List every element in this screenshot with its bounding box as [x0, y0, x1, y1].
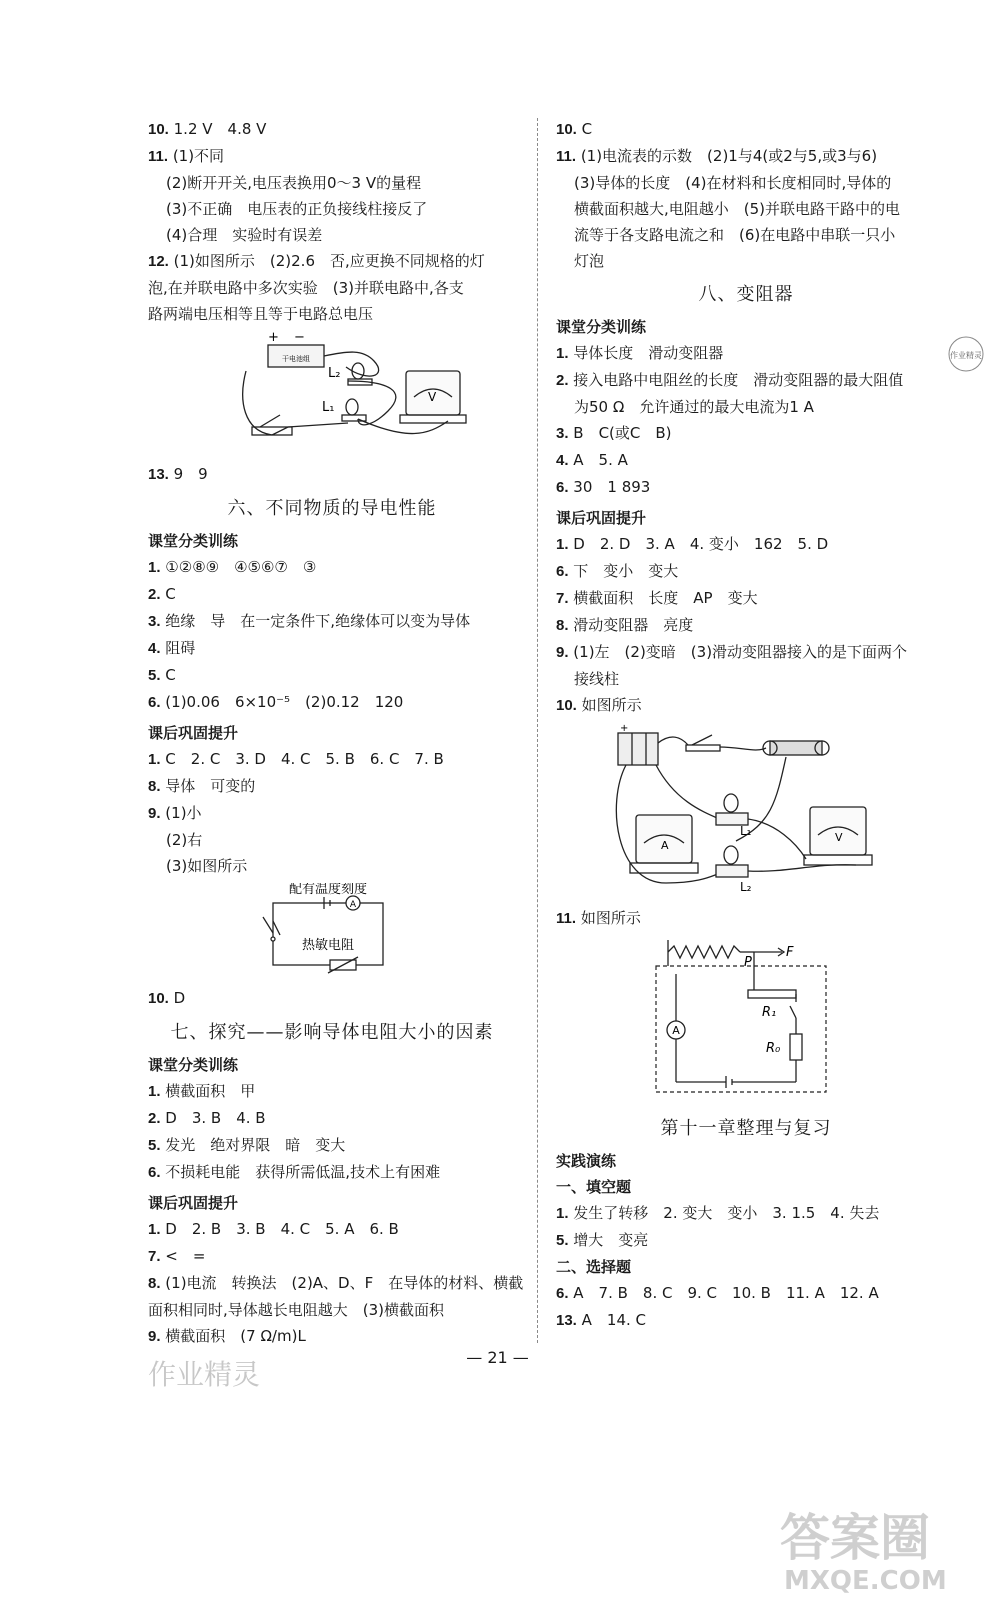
answer-text: (3)导体的长度 (4)在材料和长度相同时,导体的: [574, 174, 892, 192]
question-number: 5.: [148, 1137, 161, 1154]
answer-text: D: [173, 989, 186, 1007]
answer-text: (1)电流表的示数 (2)1与4(或2与5,或3与6): [580, 147, 878, 165]
section-6-title: 六、不同物质的导电性能: [227, 498, 437, 519]
fig9-resistor-label: 热敏电阻: [301, 938, 355, 953]
left-sec6-lines3: [148, 985, 516, 1012]
svg-text:作业精灵: 作业精灵: [148, 1358, 261, 1391]
fig11-r0-label: R₀: [766, 1041, 781, 1056]
question-number: 1.: [556, 536, 569, 553]
answer-text: A 5. A: [573, 451, 628, 469]
chapter-review-subtitle: 实践演练: [556, 1152, 617, 1170]
answer-line: [148, 301, 516, 327]
answer-text: A 14. C: [581, 1311, 646, 1329]
fig10-l1-label: L₁: [740, 824, 752, 838]
answer-text: 横截面积 长度 AP 变大: [573, 589, 758, 607]
answer-line: [556, 692, 936, 719]
question-number: 8.: [148, 778, 161, 795]
answer-text: 接线柱: [574, 670, 620, 688]
answer-line: [556, 367, 936, 394]
question-number: 4.: [556, 452, 569, 469]
question-number: 6.: [556, 479, 569, 496]
answer-text: 发生了转移 2. 变大 变小 3. 1.5 4. 失去: [573, 1204, 880, 1222]
left-sec6-lines1: [148, 554, 516, 716]
fig12-battery-label: 干电池组: [282, 355, 310, 363]
figure-9-circuit: [148, 883, 516, 975]
answer-text: 横截面积 甲: [165, 1082, 256, 1100]
question-number: 10.: [556, 121, 577, 138]
answer-text: (2)右: [166, 831, 203, 849]
answer-text: (4)合理 实验时有误差: [166, 226, 323, 244]
question-number: 11.: [556, 148, 577, 165]
answer-line: [556, 474, 936, 501]
question-number: 5.: [148, 667, 161, 684]
answer-line: [148, 853, 516, 879]
answer-line: [148, 196, 516, 222]
answer-text: ①②⑧⑨ ④⑤⑥⑦ ③: [165, 558, 317, 576]
answer-text: C: [581, 120, 593, 138]
answer-line: [556, 612, 936, 639]
answer-text: (3)如图所示: [166, 857, 248, 875]
answer-line: [148, 689, 516, 716]
answer-text: 横截面积越大,电阻越小 (5)并联电路干路中的电: [574, 200, 901, 218]
section-7-subtitle-2: 课后巩固提升: [148, 1194, 239, 1212]
answer-line: [148, 1159, 516, 1186]
answer-line: [556, 1280, 936, 1307]
answer-line: [556, 558, 936, 585]
answer-text: 如图所示: [581, 696, 642, 714]
question-number: 10.: [148, 990, 169, 1007]
answer-line: [148, 1132, 516, 1159]
answer-text: 接入电路中电阻丝的长度 滑动变阻器的最大阻值: [573, 371, 904, 389]
answer-line: [556, 905, 936, 932]
answer-line: [556, 531, 936, 558]
answer-text: (1)左 (2)变暗 (3)滑动变阻器接入的是下面两个: [573, 643, 908, 661]
answer-line: [148, 554, 516, 581]
answer-text: C: [165, 666, 176, 684]
answer-line: [148, 985, 516, 1012]
site-watermark-logo: [770, 1495, 990, 1595]
answer-text: 路两端电压相等且等于电路总电压: [148, 305, 374, 323]
question-number: 9.: [148, 805, 161, 822]
section-6-subtitle-1: 课堂分类训练: [148, 532, 239, 550]
right-sec8-lines2: [556, 531, 936, 719]
answer-line: [148, 1297, 516, 1323]
answer-text: D 2. D 3. A 4. 变小 162 5. D: [573, 535, 829, 553]
answer-line: [148, 248, 516, 275]
answer-line: [148, 827, 516, 853]
answer-text: 为50 Ω 允许通过的最大电流为1 A: [574, 398, 814, 416]
answer-text: (1)电流 转换法 (2)A、D、F 在导体的材料、横截: [165, 1274, 524, 1292]
question-number: 6.: [556, 1285, 569, 1302]
answer-text: (1)0.06 6×10⁻⁵ (2)0.12 120: [165, 693, 404, 711]
answer-line: [148, 773, 516, 800]
answer-text: 不损耗电能 获得所需低温,技术上有困难: [165, 1163, 441, 1181]
answer-text: 绝缘 导 在一定条件下,绝缘体可以变为导体: [165, 612, 471, 630]
question-number: 1.: [148, 559, 161, 576]
answer-text: 横截面积 (7 Ω/m)L: [165, 1327, 306, 1345]
answer-text: 导体长度 滑动变阻器: [573, 344, 724, 362]
answer-line: [148, 608, 516, 635]
section-7-subtitle-1: 课堂分类训练: [148, 1056, 239, 1074]
answer-text: B C(或C B): [573, 424, 672, 442]
answer-line: [148, 1216, 516, 1243]
answer-text: 9 9: [173, 465, 208, 483]
question-number: 3.: [556, 425, 569, 442]
right-sec8-lines3: [556, 905, 936, 932]
question-number: 6.: [148, 1164, 161, 1181]
question-number: 4.: [148, 640, 161, 657]
fig12-meter-label: V: [428, 390, 437, 404]
answer-line: [148, 222, 516, 248]
answer-line: [556, 248, 936, 274]
answer-line: [148, 1270, 524, 1297]
fig9-top-label: 配有温度刻度: [288, 883, 368, 897]
answer-text: C 2. C 3. D 4. C 5. B 6. C 7. B: [165, 750, 444, 768]
question-number: 12.: [148, 253, 169, 270]
answer-line: [556, 1200, 936, 1227]
answer-line: [556, 143, 936, 170]
answer-line: [148, 170, 516, 196]
stamp-logo: [946, 334, 986, 374]
answer-line: [556, 420, 936, 447]
figure-10-circuit: [556, 723, 936, 895]
question-number: 8.: [556, 617, 569, 634]
answer-line: [556, 639, 936, 666]
left-lines-b: [148, 461, 516, 488]
answer-text: 流等于各支路电流之和 (6)在电路中串联一只小: [574, 226, 896, 244]
fig12-plus: +: [268, 331, 279, 345]
column-divider: [537, 118, 538, 1343]
answer-text: 如图所示: [580, 909, 641, 927]
question-number: 7.: [148, 1248, 161, 1265]
right-column: [556, 116, 936, 1334]
answer-line: [556, 394, 936, 420]
page-number: — 21 —: [466, 1348, 529, 1367]
answer-text: 面积相同时,导体越长电阻越大 (3)横截面积: [148, 1301, 445, 1319]
figure-12-circuit: [148, 331, 516, 451]
question-number: 10.: [148, 121, 169, 138]
left-sec7-lines1: [148, 1078, 516, 1186]
answer-text: D 2. B 3. B 4. C 5. A 6. B: [165, 1220, 399, 1238]
question-number: 6.: [148, 694, 161, 711]
answer-text: A 7. B 8. C 9. C 10. B 11. A 12. A: [573, 1284, 879, 1302]
answer-line: [556, 196, 936, 222]
answer-text: 增大 变亮: [573, 1231, 649, 1249]
question-number: 1.: [148, 1221, 161, 1238]
answer-text: (2)断开开关,电压表换用0～3 V的量程: [166, 174, 422, 192]
svg-text:答案圈: 答案圈: [780, 1509, 930, 1567]
question-number: 2.: [556, 372, 569, 389]
answer-line: [556, 666, 936, 692]
answer-text: (1)不同: [172, 147, 225, 165]
answer-line: [148, 800, 516, 827]
question-number: 9.: [148, 1328, 161, 1345]
answer-text: 泡,在并联电路中多次实验 (3)并联电路中,各支: [148, 279, 464, 297]
answer-line: [556, 585, 936, 612]
answer-line: [556, 222, 936, 248]
answer-line: [556, 1254, 936, 1280]
answer-text: 二、选择题: [556, 1258, 632, 1276]
question-number: 5.: [556, 1232, 569, 1249]
section-8-subtitle-2: 课后巩固提升: [556, 509, 647, 527]
answer-line: [556, 447, 936, 474]
right-sec8-lines1: [556, 340, 936, 501]
answer-text: (1)小: [165, 804, 202, 822]
answer-line: [148, 1078, 516, 1105]
question-number: 9.: [556, 644, 569, 661]
answer-line: [556, 340, 936, 367]
answer-text: < =: [165, 1247, 206, 1265]
fig10-l2-label: L₂: [740, 880, 752, 894]
section-8-title: 八、变阻器: [698, 284, 794, 305]
answer-line: [148, 581, 516, 608]
answer-text: C: [165, 585, 176, 603]
question-number: 1.: [556, 345, 569, 362]
fig11-r1-label: R₁: [762, 1005, 777, 1020]
fig11-p-label: P: [744, 955, 752, 970]
left-sec7-lines2: [148, 1216, 524, 1350]
question-number: 11.: [148, 148, 169, 165]
question-number: 13.: [148, 466, 169, 483]
answer-line: [556, 1174, 936, 1200]
answer-text: 阻碍: [165, 639, 196, 657]
question-number: 2.: [148, 586, 161, 603]
answer-text: D 3. B 4. B: [165, 1109, 266, 1127]
svg-text:MXQE.COM: MXQE.COM: [784, 1566, 947, 1595]
answer-line: [148, 1105, 516, 1132]
fig11-f-label: F: [786, 945, 794, 960]
section-6-subtitle-2: 课后巩固提升: [148, 724, 239, 742]
question-number: 13.: [556, 1312, 577, 1329]
fig9-meter-label: A: [349, 900, 357, 910]
answer-line: [148, 1323, 516, 1350]
fig10-voltmeter-label: V: [835, 831, 843, 844]
question-number: 10.: [556, 697, 577, 714]
question-number: 3.: [148, 613, 161, 630]
question-number: 7.: [556, 590, 569, 607]
answer-line: [148, 143, 516, 170]
answer-text: 一、填空题: [556, 1178, 632, 1196]
fig10-ammeter-label: A: [661, 839, 669, 852]
answer-line: [148, 635, 516, 662]
left-column: [148, 116, 524, 1398]
question-number: 1.: [148, 751, 161, 768]
fig12-l2-label: L₂: [328, 366, 341, 381]
answer-text: 导体 可变的: [165, 777, 256, 795]
answer-text: (3)不正确 电压表的正负接线柱接反了: [166, 200, 428, 218]
answer-text: 1.2 V 4.8 V: [173, 120, 267, 138]
answer-line: [148, 1243, 516, 1270]
section-8-subtitle-1: 课堂分类训练: [556, 318, 647, 336]
question-number: 2.: [148, 1110, 161, 1127]
right-lines-a: [556, 116, 936, 274]
answer-line: [148, 275, 516, 301]
figure-11-circuit: [556, 936, 936, 1098]
answer-line: [556, 1227, 936, 1254]
question-number: 1.: [556, 1205, 569, 1222]
answer-text: 滑动变阻器 亮度: [573, 616, 694, 634]
right-ch-lines1: [556, 1174, 936, 1334]
fig10-plus: +: [620, 723, 629, 734]
answer-line: [148, 461, 516, 488]
answer-text: (1)如图所示 (2)2.6 否,应更换不同规格的灯: [173, 252, 485, 270]
answer-line: [556, 170, 936, 196]
answer-text: 30 1 893: [573, 478, 651, 496]
section-7-title: 七、探究——影响导体电阻大小的因素: [170, 1022, 494, 1043]
question-number: 1.: [148, 1083, 161, 1100]
svg-text:作业精灵: 作业精灵: [950, 351, 982, 360]
answer-text: 下 变小 变大: [573, 562, 679, 580]
answer-line: [148, 116, 516, 143]
answer-text: 灯泡: [574, 252, 605, 270]
fig12-l1-label: L₁: [322, 400, 335, 415]
answer-line: [556, 116, 936, 143]
answer-line: [148, 662, 516, 689]
left-sec6-lines2: [148, 746, 516, 879]
question-number: 8.: [148, 1275, 161, 1292]
answer-line: [148, 746, 516, 773]
answer-text: 发光 绝对界限 暗 变大: [165, 1136, 346, 1154]
fig11-ammeter-label: A: [672, 1024, 680, 1037]
chapter-review-title: 第十一章整理与复习: [660, 1118, 832, 1139]
question-number: 6.: [556, 563, 569, 580]
fig12-minus: −: [294, 331, 305, 345]
question-number: 11.: [556, 910, 577, 927]
left-lines-a: [148, 116, 516, 327]
answer-line: [556, 1307, 936, 1334]
